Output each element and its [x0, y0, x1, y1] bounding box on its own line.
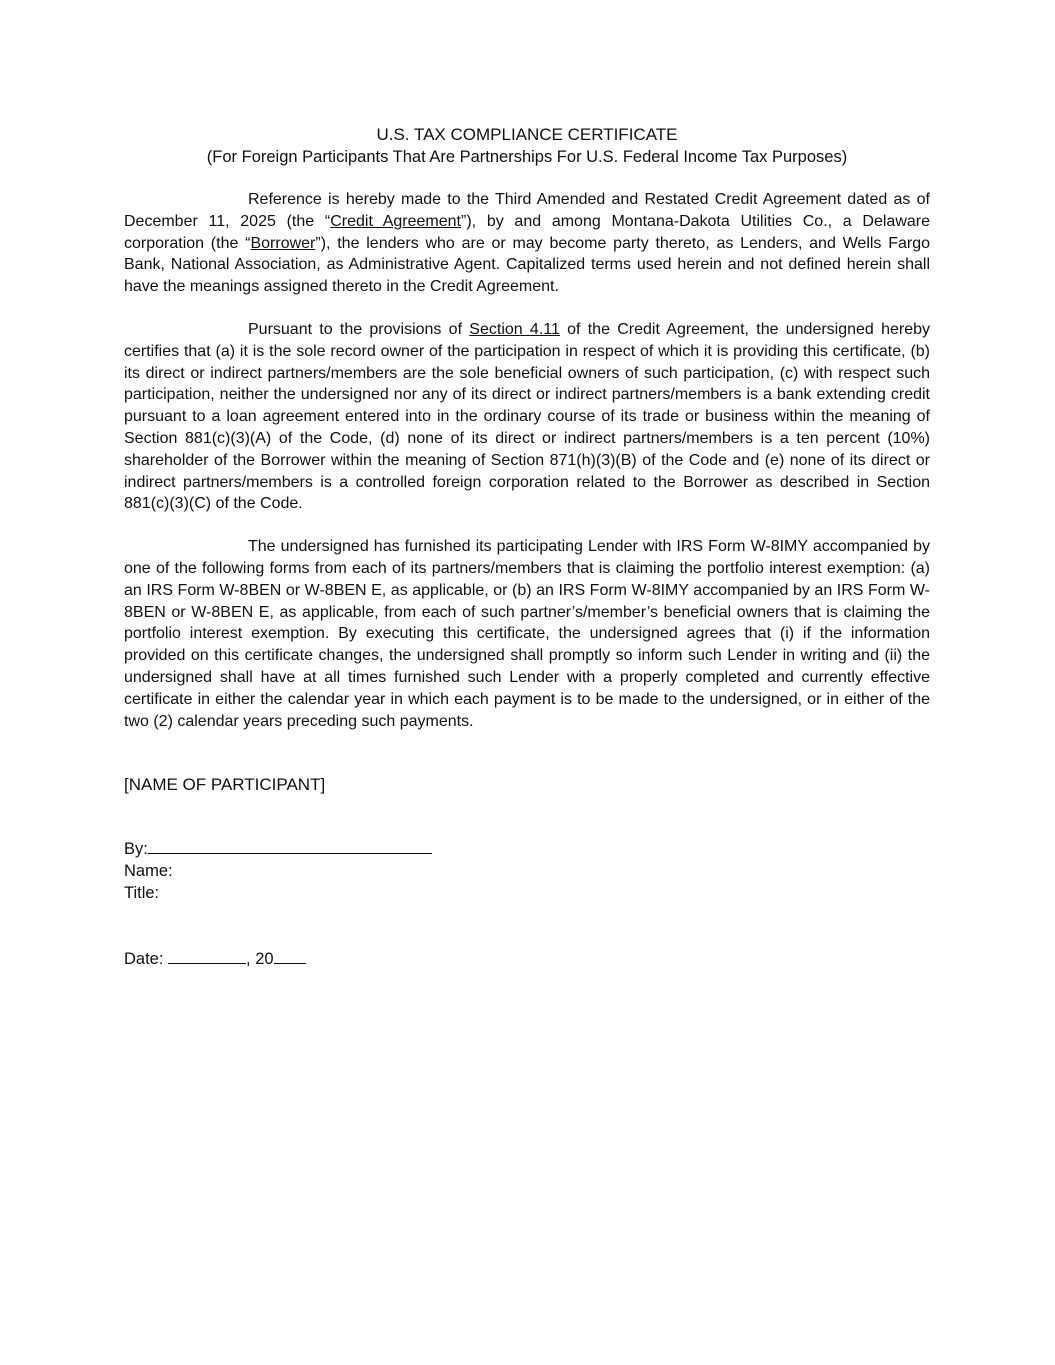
participant-name: [NAME OF PARTICIPANT] — [124, 775, 326, 795]
reference-text-2: ”), by and among Montana-Dakota Utilities Co., a Delaware corporation (the “ — [124, 212, 931, 252]
date-year-blank — [274, 949, 306, 964]
date-separator: , 20 — [246, 949, 274, 968]
reference-text-3: ”), the lenders who are or may become party thereto, as Lenders, and Wells Fargo Bank, National Association, as Administrative Agent. Capitalized terms used herein and not defined herein shall have the meanings assigned thereto in the Credit Agreement. — [124, 234, 930, 296]
document-title: U.S. TAX COMPLIANCE CERTIFICATE — [376, 125, 678, 144]
by-label: By: — [124, 840, 148, 859]
name-label: Name: — [124, 862, 173, 881]
section-reference: Section 4.11 — [469, 320, 560, 338]
date-row — [124, 948, 930, 970]
certification-text-2: of the Credit Agreement, the undersigned hereby certifies that (a) it is the sole record owner of the participation in respect of which it is providing this certificate, (b) its direct or indirect partners/members are the sole beneficial owners of such participation, (c) with respect such participation, neither the undersigned nor any of its direct or indirect partners/members is a bank extending credit pursuant to a loan agreement entered into in the ordinary course of its trade or business within the meaning of Section 881(c)(3)(A) of the Code, (d) none of its direct or indirect partners/members is a ten percent (10%) shareholder of the Borrower within the meaning of Section 871(h)(3)(B) of the Code and (e) none of its direct or indirect partners/members is a controlled foreign corporation related to the Borrower as described in Section 881(c)(3)(C) of the Code. — [124, 320, 930, 513]
signature-line — [148, 837, 432, 854]
borrower-term: Borrower — [250, 234, 316, 252]
title-label: Title: — [124, 883, 160, 902]
signature-block — [124, 837, 930, 904]
credit-agreement-term: Credit Agreement — [330, 212, 461, 230]
by-row — [124, 837, 930, 861]
certification-text-1: Pursuant to the provisions of — [248, 320, 470, 338]
title-block — [124, 124, 930, 168]
reference-paragraph — [124, 189, 930, 298]
date-month-blank — [168, 949, 246, 964]
date-label: Date: — [124, 949, 169, 968]
document-page — [124, 124, 930, 970]
document-subtitle: (For Foreign Participants That Are Partnerships For U.S. Federal Income Tax Purposes) — [206, 148, 848, 166]
certification-paragraph — [124, 319, 930, 515]
forms-paragraph: The undersigned has furnished its participating Lender with IRS Form W-8IMY accompanied by one of the following forms from each of its partners/members that is claiming the portfolio interest exemption: (a) an IRS Form W-8BEN or W-8BEN E, as applicable, or (b) an IRS Form W-8IMY accompanied by an IRS Form W-8BEN or W-8BEN E, as applicable, from each of such partner’s/member’s beneficial owners that is claiming the portfolio interest exemption. By executing this certificate, the undersigned agrees that (i) if the information provided on this certificate changes, the undersigned shall promptly so inform such Lender in writing and (ii) the undersigned shall have at all times furnished such Lender with a properly completed and currently effective certificate in either the calendar year in which each payment is to be made to the undersigned, or in either of the two (2) calendar years preceding such payments. — [124, 538, 930, 730]
reference-text-1: Reference is hereby made to the Third Amended and Restated Credit Agreement dated as of December 11, 2025 (the “ — [124, 191, 930, 230]
